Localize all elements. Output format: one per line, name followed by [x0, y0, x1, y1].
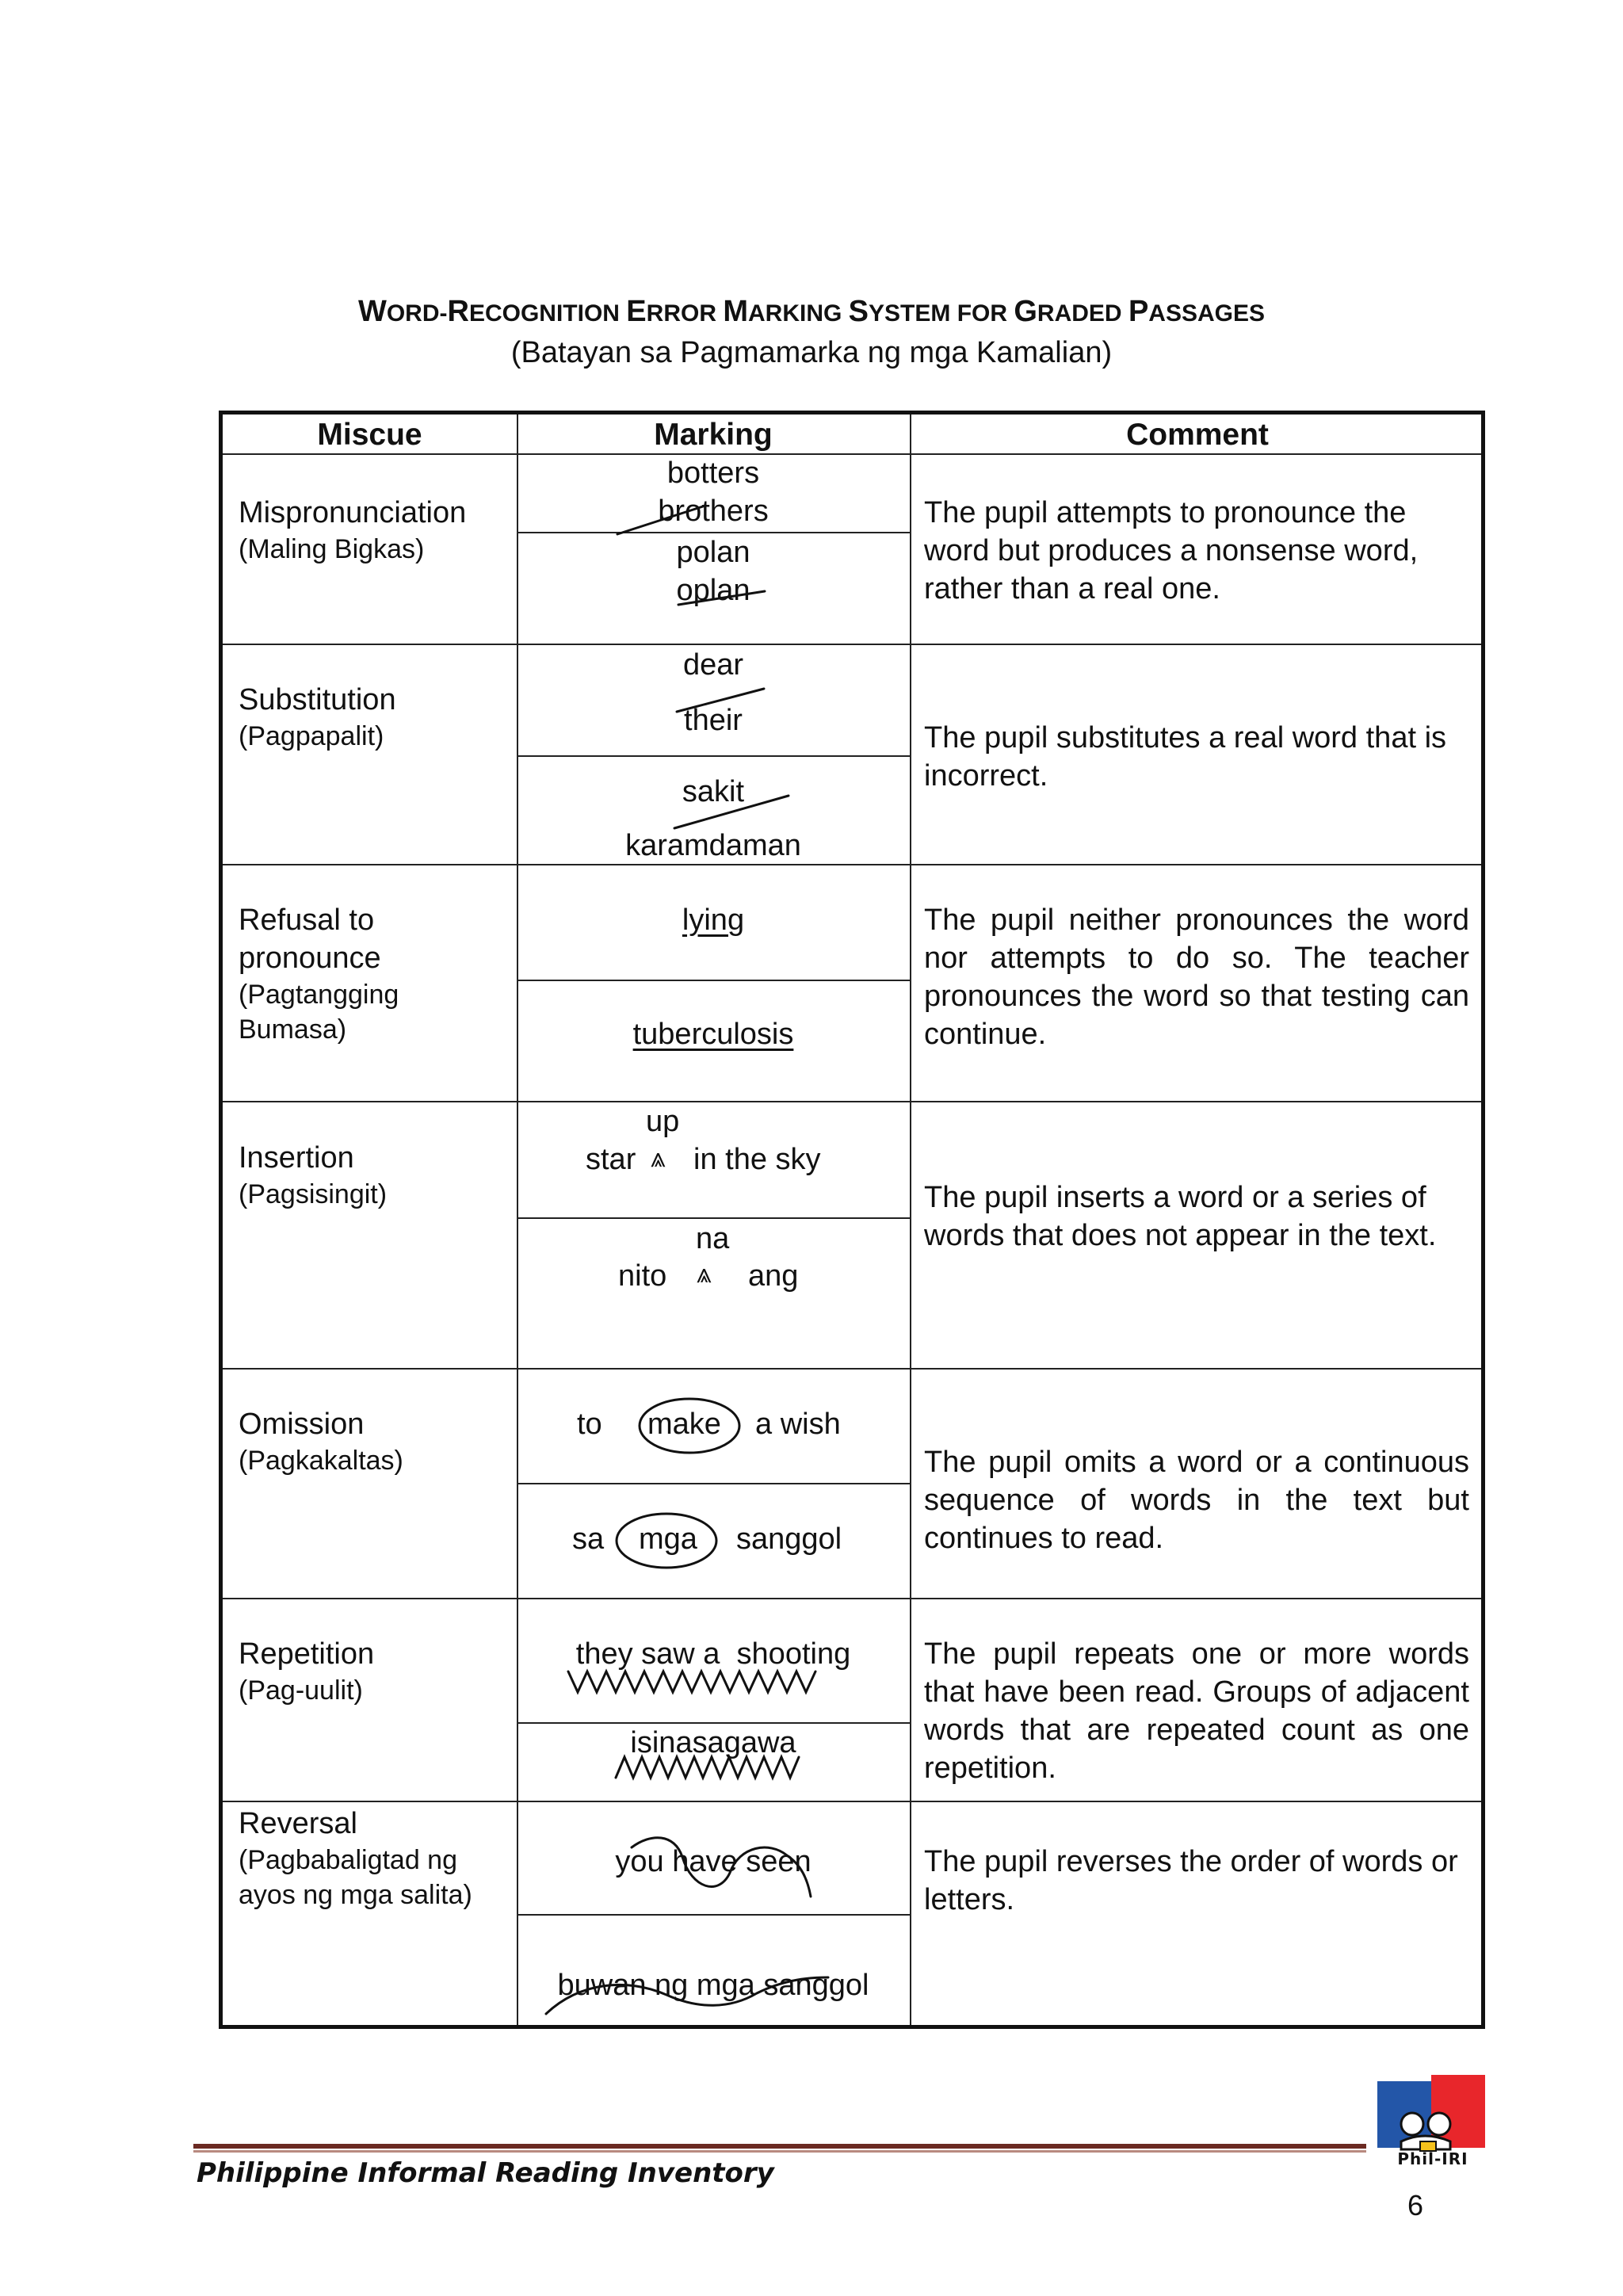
marking-word: sanggol: [736, 1522, 842, 1556]
comment-text: The pupil attempts to pronounce the word but produces a nonsense word, rather than a real one.: [924, 496, 1419, 606]
marking-example: polan: [676, 536, 750, 569]
title-smallcaps: RADED: [1037, 300, 1128, 327]
header-miscue: Miscue: [317, 418, 422, 452]
marking-word: you have seen: [615, 1845, 812, 1878]
miscue-label: Substitution: [239, 683, 396, 716]
comment-text: The pupil reverses the order of words or letters.: [924, 1845, 1458, 1916]
marking-word: to: [577, 1408, 602, 1441]
header-marking: Marking: [654, 418, 773, 452]
title-smallcaps: YSTEM FOR: [869, 300, 1014, 327]
miscue-label: Reversal: [239, 1807, 357, 1840]
page-number: 6: [1407, 2189, 1424, 2222]
marking-word: oplan: [676, 574, 750, 607]
miscue-repetition: [239, 1635, 374, 1708]
marking-word: star: [586, 1143, 636, 1176]
title-smallcaps: ASSAGES: [1148, 300, 1266, 327]
title-capital: G: [1014, 295, 1037, 328]
row-divider: [223, 644, 1481, 645]
row-divider: [223, 1598, 1481, 1599]
miscue-omission: [239, 1405, 403, 1478]
miscue-insertion: [239, 1139, 387, 1212]
miscue-mispronunciation: [239, 494, 466, 567]
footer-title: Philippine Informal Reading Inventory: [197, 2157, 774, 2189]
logo-label: Phil-IRI: [1397, 2149, 1468, 2168]
miscue-sub-label: (Pagsisingit): [239, 1179, 388, 1209]
underlined-word: lying: [682, 904, 745, 937]
title-capital: S: [848, 295, 869, 328]
marking-word: [517, 1015, 910, 1053]
column-divider: [910, 415, 911, 2025]
marking-word: they saw a shooting: [575, 1637, 851, 1671]
marking-divider: [517, 980, 910, 981]
title-capital: E: [626, 295, 647, 328]
comment-text: The pupil inserts a word or a series of words that does not appear in the text.: [924, 1181, 1437, 1252]
header-comment: Comment: [1126, 418, 1269, 452]
comment-text: The pupil substitutes a real word that is incorrect.: [924, 721, 1447, 793]
miscue-label: Omission: [239, 1408, 365, 1441]
title-smallcaps: RROR: [646, 300, 724, 327]
footer-rule: [193, 2144, 1366, 2149]
miscue-sub-label: (Pag-uulit): [239, 1675, 363, 1706]
repetition-wavy-line: [568, 1671, 815, 1692]
underlined-word: tuberculosis: [632, 1018, 794, 1051]
row-divider: [223, 1101, 1481, 1102]
marking-divider: [517, 1914, 910, 1916]
marking-word: buwan ng mga sanggol: [557, 1969, 869, 2002]
marking-word: isinasagawa: [630, 1726, 796, 1759]
title-smallcaps: ARKING: [747, 300, 849, 327]
row-divider: [223, 1368, 1481, 1370]
marking-word: brothers: [658, 495, 769, 528]
caret-icon: ⩓: [697, 1259, 712, 1289]
title-smallcaps: ECOGNITION: [468, 300, 627, 327]
marking-word: [517, 901, 910, 939]
miscue-label: Refusal to pronounce: [239, 904, 381, 975]
marking-divider: [517, 755, 910, 757]
marking-word: karamdaman: [625, 829, 801, 862]
miscue-label: Mispronunciation: [239, 496, 467, 529]
row-divider: [223, 1801, 1481, 1802]
marking-word: nito: [618, 1259, 667, 1293]
marking-example: sakit: [682, 775, 745, 808]
title-capital: M: [723, 295, 748, 328]
marking-table: [219, 411, 1485, 2029]
circled-word: mga: [639, 1522, 697, 1556]
marking-example: dear: [682, 648, 744, 682]
miscue-substitution: [239, 681, 396, 754]
comment-text: The pupil neither pronounces the word nor attempts to do so. The teacher pronounces the word so that testing can continue.: [924, 904, 1469, 1051]
marking-word: their: [684, 704, 743, 737]
footer-rule: [193, 2150, 1366, 2153]
document-title: [0, 295, 1623, 329]
marking-word: a wish: [755, 1408, 841, 1441]
miscue-label: Repetition: [239, 1637, 375, 1671]
title-capital: W: [357, 295, 387, 328]
marking-word: ang: [748, 1259, 799, 1293]
title-capital: R: [447, 295, 469, 328]
miscue-sub-label: (Pagtangging Bumasa): [239, 980, 399, 1045]
marking-divider: [517, 1217, 910, 1219]
miscue-sub-label: (Pagkakaltas): [239, 1446, 403, 1476]
inserted-word: na: [696, 1222, 730, 1255]
circled-word: make: [647, 1408, 721, 1441]
miscue-refusal: [239, 901, 492, 1047]
miscue-sub-label: (Pagpapalit): [239, 721, 384, 751]
marking-word: sa: [572, 1522, 605, 1556]
title-capital: P: [1128, 295, 1149, 328]
inserted-word: up: [646, 1105, 680, 1138]
miscue-reversal: [239, 1805, 516, 1912]
caret-icon: ⩓: [651, 1143, 666, 1173]
document-subtitle: (Batayan sa Pagmamarka ng mga Kamalian): [510, 336, 1113, 369]
comment-text: The pupil omits a word or a continuous sequence of words in the text but continues to read.: [924, 1446, 1469, 1555]
miscue-label: Insertion: [239, 1141, 354, 1175]
marking-divider: [517, 1483, 910, 1484]
marking-example: botters: [666, 457, 760, 490]
miscue-sub-label: (Maling Bigkas): [239, 534, 425, 564]
marking-word: in the sky: [693, 1143, 821, 1176]
miscue-sub-label: (Pagbabaligtad ng ayos ng mga salita): [239, 1845, 472, 1910]
title-smallcaps: ORD-: [386, 300, 448, 327]
comment-text: The pupil repeats one or more words that have been read. Groups of adjacent words that are repeated count as one repetition.: [924, 1637, 1469, 1785]
